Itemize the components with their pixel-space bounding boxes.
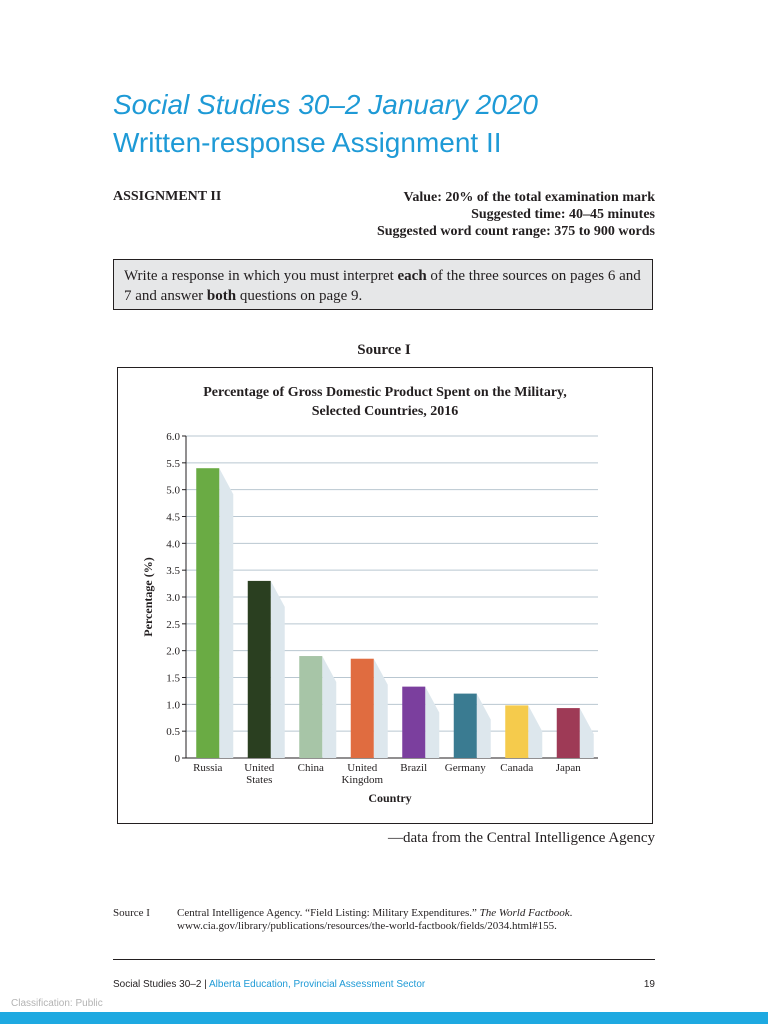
bottom-brand-bar bbox=[0, 1012, 768, 1024]
x-tick-label: Canada bbox=[500, 762, 534, 774]
y-tick-label: 3.5 bbox=[166, 565, 180, 578]
y-tick-label: 0 bbox=[174, 753, 180, 765]
y-tick-label: 4.5 bbox=[166, 511, 180, 524]
instruction-text-3: questions on page 9. bbox=[236, 288, 363, 304]
footer-organization: Alberta Education, Provincial Assessment Sector bbox=[209, 979, 426, 990]
y-tick-label: 1.5 bbox=[166, 672, 180, 685]
bar bbox=[196, 468, 219, 758]
bar bbox=[505, 705, 528, 758]
citation-text-post: . www.cia.gov/library/publications/resources/the-world-factbook/fields/2034.html#155. bbox=[177, 907, 573, 932]
y-tick-label: 2.5 bbox=[166, 618, 180, 631]
bar bbox=[299, 656, 322, 758]
citation-text-italic: The World Factbook bbox=[479, 907, 570, 919]
citation-text-pre: Central Intelligence Agency. “Field Listing: Military Expenditures.” bbox=[177, 907, 480, 919]
y-tick-label: 2.0 bbox=[166, 645, 180, 658]
bar bbox=[454, 694, 477, 758]
citation-tag: Source I bbox=[113, 907, 150, 919]
page-number: 19 bbox=[643, 979, 655, 990]
y-tick-label: 3.0 bbox=[166, 592, 180, 604]
assignment-details bbox=[377, 189, 655, 240]
bar-chart bbox=[118, 368, 652, 823]
x-tick-label: United bbox=[347, 762, 378, 774]
document-title: Social Studies 30–2 January 2020 bbox=[113, 89, 538, 120]
y-tick-label: 1.0 bbox=[166, 699, 180, 712]
chart-title-line: Selected Countries, 2016 bbox=[311, 404, 459, 419]
source-heading: Source I bbox=[357, 342, 411, 358]
bar bbox=[557, 708, 580, 758]
x-tick-label: Germany bbox=[444, 762, 486, 774]
document-subtitle: Written-response Assignment II bbox=[113, 127, 502, 158]
instruction-emphasis-both: both bbox=[206, 288, 237, 304]
instruction-box bbox=[113, 259, 653, 310]
bar-shadow bbox=[374, 659, 388, 758]
bar bbox=[351, 659, 374, 758]
y-tick-label: 0.5 bbox=[166, 726, 180, 739]
footer-course-title: Social Studies 30–2 bbox=[113, 979, 202, 990]
bar-shadow bbox=[219, 468, 233, 758]
x-tick-label: States bbox=[246, 774, 273, 786]
bar-shadow bbox=[580, 708, 594, 758]
assignment-time: Suggested time: 40–45 minutes bbox=[471, 207, 655, 222]
x-axis-label: Country bbox=[368, 791, 412, 805]
source-attribution: —data from the Central Intelligence Agency bbox=[388, 830, 655, 846]
x-tick-label: Kingdom bbox=[341, 774, 384, 786]
chart-title-line: Percentage of Gross Domestic Product Spent on the Military, bbox=[203, 385, 567, 400]
assignment-value: Value: 20% of the total examination mark bbox=[403, 190, 655, 205]
footer-course bbox=[113, 979, 425, 990]
bar bbox=[248, 581, 271, 758]
assignment-label: ASSIGNMENT II bbox=[113, 189, 222, 204]
footer-divider bbox=[113, 959, 655, 960]
y-tick-label: 5.0 bbox=[166, 484, 180, 497]
chart-frame bbox=[117, 367, 653, 824]
x-tick-label: China bbox=[297, 762, 324, 774]
instruction-text-2: of the three sources on pages 6 and 7 and answer bbox=[124, 268, 641, 304]
bar-shadow bbox=[425, 687, 439, 758]
x-tick-label: United bbox=[244, 762, 275, 774]
instruction-text-1: Write a response in which you must interpret bbox=[124, 268, 398, 284]
citation-text bbox=[177, 907, 647, 933]
x-tick-label: Japan bbox=[555, 762, 581, 774]
assignment-word-count: Suggested word count range: 375 to 900 words bbox=[376, 224, 655, 239]
bar-shadow bbox=[528, 705, 542, 758]
footer-separator: | bbox=[201, 979, 210, 990]
y-tick-label: 5.5 bbox=[166, 457, 180, 470]
classification-label: Classification: Public bbox=[11, 998, 103, 1009]
y-axis-label: Percentage (%) bbox=[141, 557, 155, 637]
bar-shadow bbox=[322, 656, 336, 758]
bar-shadow bbox=[477, 694, 491, 758]
instruction-emphasis-each: each bbox=[397, 268, 427, 284]
x-tick-label: Brazil bbox=[400, 762, 428, 774]
bar-shadow bbox=[271, 581, 285, 758]
y-tick-label: 6.0 bbox=[166, 431, 180, 443]
bar bbox=[402, 687, 425, 758]
y-tick-label: 4.0 bbox=[166, 538, 180, 551]
x-tick-label: Russia bbox=[193, 762, 223, 774]
